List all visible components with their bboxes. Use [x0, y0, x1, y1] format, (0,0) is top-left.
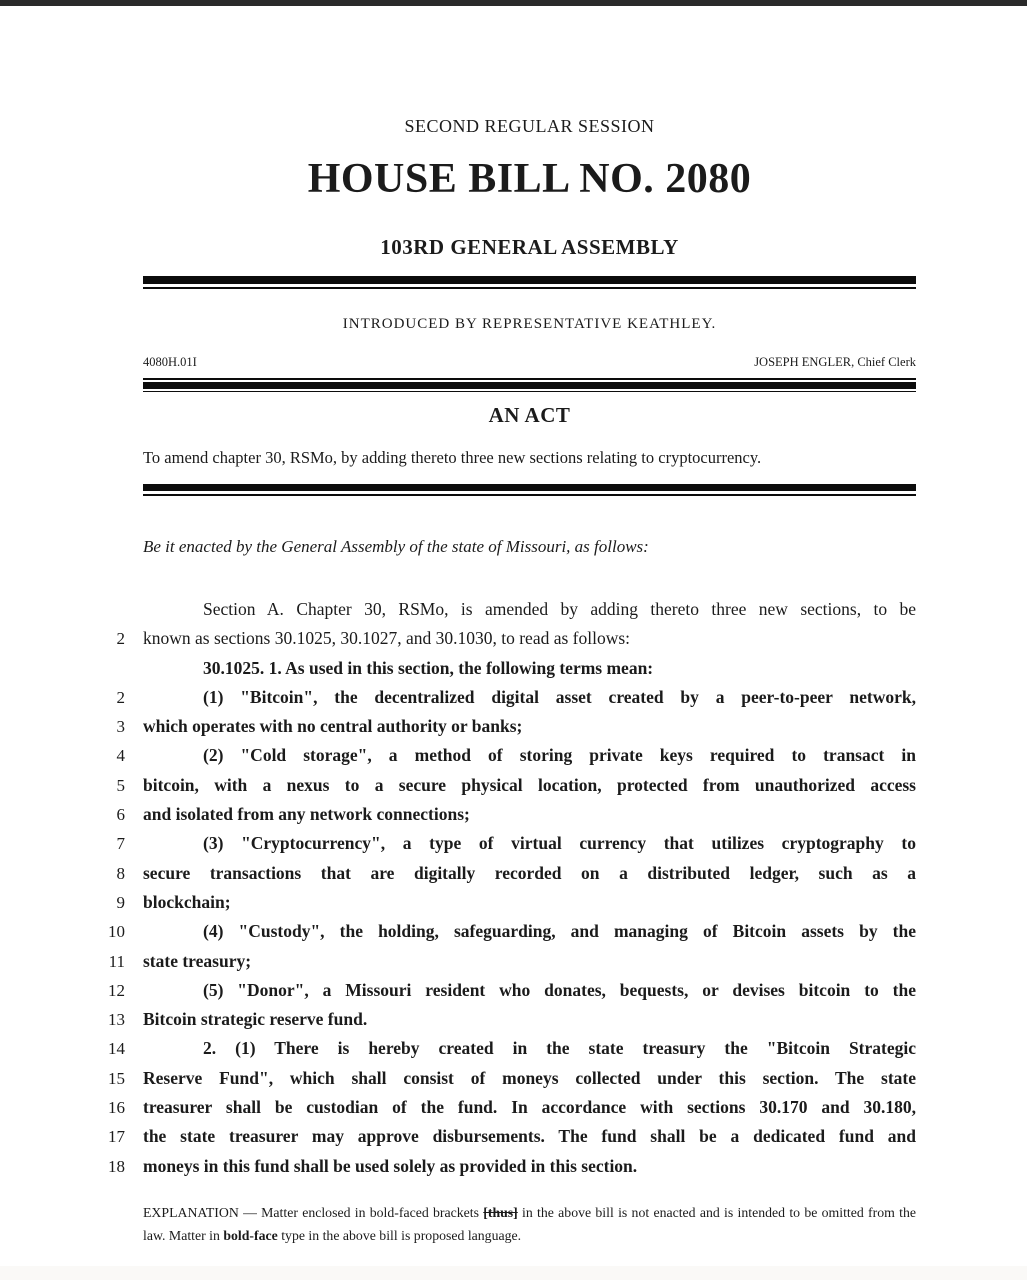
bill-text-line: [108, 1064, 916, 1093]
line-text: 30.1025. 1. As used in this section, the following terms mean:: [203, 657, 654, 678]
line-number: 4: [116, 746, 125, 766]
act-description: To amend chapter 30, RSMo, by adding thereto three new sections relating to cryptocurrency.: [143, 448, 762, 467]
page-bottom-edge: [0, 1266, 1027, 1280]
line-number: 13: [108, 1010, 125, 1030]
bill-text-line: [108, 917, 916, 946]
line-number: 15: [108, 1068, 125, 1088]
session-label: SECOND REGULAR SESSION: [404, 116, 655, 136]
line-text: secure transactions that are digitally recorded on a distributed ledger, such as a: [143, 862, 916, 883]
line-text: (3) "Cryptocurrency", a type of virtual currency that utilizes cryptography to: [203, 833, 916, 854]
assembly-label: 103RD GENERAL ASSEMBLY: [380, 235, 679, 259]
explanation-segment: type in the above bill is proposed language.: [281, 1227, 522, 1243]
bill-title: HOUSE BILL NO. 2080: [307, 156, 752, 202]
bill-text-line: [116, 888, 916, 917]
line-text: (4) "Custody", the holding, safeguarding, and managing of Bitcoin assets by the: [203, 921, 916, 942]
bill-text-line: [116, 712, 916, 741]
clerk-divider-rule: [143, 378, 916, 392]
bill-text-line: [143, 654, 916, 683]
line-number: 3: [116, 717, 125, 737]
line-text: (2) "Cold storage", a method of storing private keys required to transact in: [203, 745, 916, 766]
bill-body: [108, 595, 916, 1181]
line-text: Section A. Chapter 30, RSMo, is amended by adding thereto three new sections, to be: [203, 599, 916, 619]
line-text: state treasury;: [143, 950, 252, 971]
bill-text-line: [116, 741, 916, 770]
bill-text-line: [116, 683, 916, 712]
bill-text-line: [108, 947, 916, 976]
line-number: 5: [116, 775, 125, 795]
explanation-segment: bold-face: [223, 1227, 278, 1243]
bill-text-line: [108, 1152, 916, 1181]
header-divider-rule: [143, 276, 916, 289]
explanation-segment: in the above bill is not enacted and is intended to be omitted from the law. Matter in: [143, 1204, 916, 1243]
act-divider-rule: [143, 484, 916, 496]
line-text: treasurer shall be custodian of the fund. In accordance with sections 30.170 and 30.180,: [143, 1097, 916, 1118]
explanation-note: [143, 1201, 916, 1247]
explanation-segment: EXPLANATION — Matter enclosed in bold-faced brackets: [143, 1204, 484, 1220]
bill-text-line: [116, 800, 916, 829]
explanation-segment: [thus]: [483, 1204, 518, 1220]
line-number: 11: [108, 951, 125, 971]
line-number: 18: [108, 1156, 125, 1176]
line-number: 6: [116, 805, 125, 825]
bill-text-line: [143, 595, 916, 624]
line-number: 14: [108, 1039, 125, 1059]
enacting-clause: Be it enacted by the General Assembly of the state of Missouri, as follows:: [143, 537, 649, 556]
bill-code: 4080H.01I: [143, 355, 197, 369]
line-text: 2. (1) There is hereby created in the state treasury the "Bitcoin Strategic: [203, 1038, 916, 1059]
line-text: which operates with no central authority or banks;: [143, 716, 523, 737]
bill-text-line: [108, 1122, 916, 1151]
bill-text-line: [108, 1005, 916, 1034]
line-text: bitcoin, with a nexus to a secure physical location, protected from unauthorized access: [143, 774, 916, 795]
bill-text-line: [116, 771, 916, 800]
line-number: 10: [108, 922, 125, 942]
line-text: blockchain;: [143, 891, 231, 912]
bill-text-line: [108, 1093, 916, 1122]
line-number: 2: [116, 629, 125, 649]
bill-text-line: [116, 829, 916, 858]
line-text: Reserve Fund", which shall consist of moneys collected under this section. The state: [143, 1067, 916, 1088]
line-number: 16: [108, 1098, 125, 1118]
act-heading: AN ACT: [488, 403, 571, 427]
line-number: 12: [108, 980, 125, 1000]
line-text: moneys in this fund shall be used solely as provided in this section.: [143, 1155, 638, 1176]
line-number: 7: [116, 834, 125, 854]
line-text: known as sections 30.1025, 30.1027, and 30.1030, to read as follows:: [143, 628, 631, 649]
line-text: (1) "Bitcoin", the decentralized digital asset created by a peer-to-peer network,: [203, 686, 916, 707]
line-text: Bitcoin strategic reserve fund.: [143, 1009, 368, 1030]
line-number: 17: [108, 1127, 125, 1147]
introduced-by-line: INTRODUCED BY REPRESENTATIVE KEATHLEY.: [342, 316, 717, 332]
bill-text-line: [108, 976, 916, 1005]
line-text: the state treasurer may approve disbursements. The fund shall be a dedicated fund and: [143, 1126, 916, 1147]
chief-clerk-name: JOSEPH ENGLER, Chief Clerk: [754, 355, 916, 369]
line-text: (5) "Donor", a Missouri resident who donates, bequests, or devises bitcoin to the: [203, 979, 916, 1000]
bill-text-line: [116, 859, 916, 888]
line-number: 9: [116, 892, 125, 912]
bill-text-line: [108, 1034, 916, 1063]
line-text: and isolated from any network connections;: [143, 804, 470, 825]
line-number: 8: [116, 863, 125, 883]
bill-text-line: [116, 624, 916, 653]
line-number: 2: [116, 687, 125, 707]
clerk-row: [143, 355, 916, 370]
